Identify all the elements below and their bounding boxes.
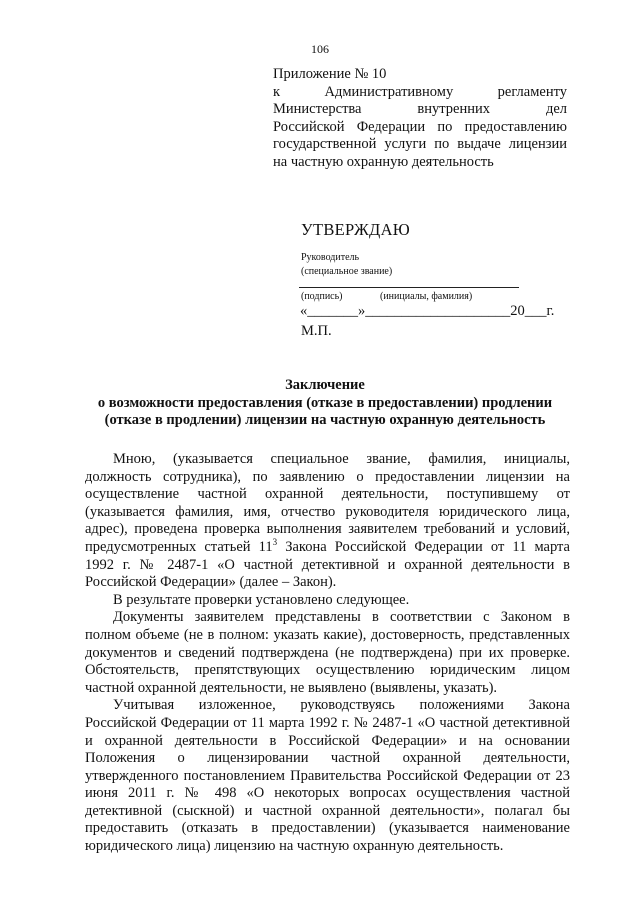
signature-label: (подпись) [301, 291, 343, 302]
body-line: Российской Федерации» (далее – Закон). [85, 574, 337, 591]
approval-date-line: «_______»____________________20___г. [300, 303, 555, 319]
approval-head: Руководитель [301, 252, 360, 263]
title-line: о возможности предоставления (отказе в предоставлении) продлении [97, 394, 553, 411]
approval-title: УТВЕРЖДАЮ [301, 220, 411, 239]
seal-label: М.П. [301, 323, 332, 339]
body-line: и охранной деятельности в Российской Федерации» и на основании [85, 732, 570, 749]
approval-rank: (специальное звание) [301, 266, 393, 277]
body-line: предоставить (отказать в предоставлении) (указывается наименование [85, 820, 570, 837]
body-line: полном объеме (не в полном: указать какие), достоверность, представленных [85, 626, 570, 643]
document-body [85, 451, 570, 856]
body-line: частной охранной деятельности, не выявлено (выявлены, указать). [85, 679, 498, 696]
body-line: Положения о лицензировании частной охранной деятельности, [85, 750, 570, 767]
appendix-line: к Административному регламенту [273, 83, 567, 100]
body-line: осуществление частной охранной деятельности, поступившему от [85, 486, 570, 503]
body-line: адрес), проведена проверка выполнения заявителем требований и условий, [85, 521, 570, 538]
appendix-header [273, 66, 567, 171]
body-text-fragment: предусмотренных статьей 11 [85, 538, 273, 555]
appendix-line: на частную охранную деятельность [273, 153, 494, 170]
article-superscript: 3 [272, 537, 278, 548]
body-line: (указывается фамилия, имя, отчество руководителя юридического лица, [85, 503, 570, 520]
body-text-fragment: Закона Российской Федерации от 11 марта [277, 538, 570, 555]
name-label: (инициалы, фамилия) [380, 291, 473, 302]
title-line: Заключение [285, 377, 365, 393]
appendix-line: Министерства внутренних дел [273, 101, 567, 117]
body-line: Мною, (указывается специальное звание, фамилия, инициалы, [113, 451, 570, 467]
body-line-with-superscript [85, 539, 570, 557]
body-line: июня 2011 г. № 498 «О некоторых вопросах осуществления частной [85, 785, 570, 802]
body-line: утвержденного постановлением Правительства Российской Федерации от 23 [85, 767, 570, 784]
body-line: должность сотрудника), по заявлению о предоставлении лицензии на [85, 468, 570, 485]
body-line: детективной (сыскной) и частной охранной деятельности», полагал бы [85, 802, 570, 819]
body-line: Учитывая изложенное, руководствуясь положениями Закона [113, 697, 570, 714]
body-line: В результате проверки установлено следующее. [113, 591, 410, 608]
body-line: Российской Федерации от 11 марта 1992 г. № 2487-1 «О частной детективной [85, 714, 570, 731]
signature-line [299, 287, 519, 288]
title-line: (отказе в продлении) лицензии на частную охранную деятельность [104, 412, 546, 428]
appendix-line: Российской Федерации по предоставлению [273, 118, 567, 135]
body-line: юридического лица) лицензию на частную охранную деятельность. [85, 838, 504, 855]
body-line: 1992 г. № 2487-1 «О частной детективной и охранной деятельности в [85, 556, 570, 573]
body-line: Документы заявителем представлены в соответствии с Законом в [113, 609, 570, 626]
body-line: Обстоятельств, препятствующих осуществлению юридическим лицом [85, 662, 570, 679]
appendix-line: Приложение № 10 [273, 66, 387, 82]
document-title [60, 377, 590, 430]
body-line: документов и сведений подтверждена (не подтверждена) при их проверке. [85, 644, 570, 661]
page-number: 106 [311, 42, 329, 56]
appendix-line: государственной услуги по выдаче лицензии [273, 136, 567, 152]
